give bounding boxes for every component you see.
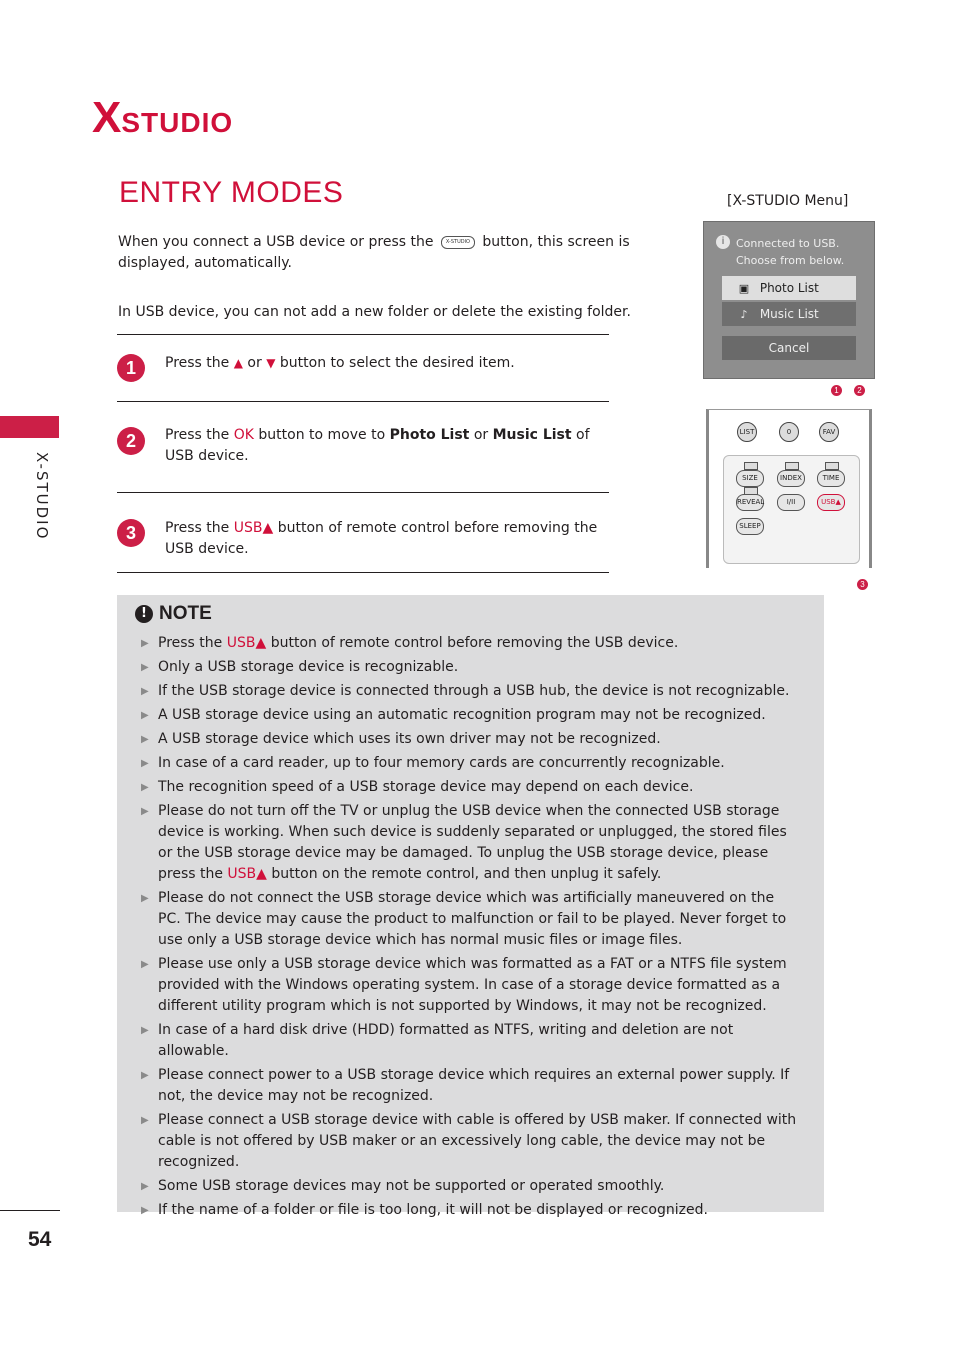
menu-item-photo-list[interactable] xyxy=(722,276,856,300)
remote-index-button[interactable]: INDEX xyxy=(777,470,805,487)
note-item xyxy=(141,681,801,702)
remote-reveal-button[interactable]: REVEAL xyxy=(736,494,764,511)
note-item xyxy=(141,777,801,798)
page-number-divider xyxy=(0,1210,60,1211)
menu-photo-label: Photo List xyxy=(759,281,819,295)
step-1-text xyxy=(165,353,605,374)
page-title: ENTRY MODES xyxy=(119,176,344,209)
step-2-c: of USB device. xyxy=(165,427,590,464)
note-item xyxy=(141,1065,801,1107)
info-icon: i xyxy=(716,235,730,249)
page-number: 54 xyxy=(28,1228,52,1251)
time-mark-icon xyxy=(825,462,839,470)
remote-size-button[interactable]: SIZE xyxy=(736,470,764,487)
section-label: X-STUDIO xyxy=(33,452,51,541)
step-2-text xyxy=(165,425,605,467)
remote-list-button[interactable]: LIST xyxy=(737,422,757,442)
xstudio-button-icon: X-STUDIO xyxy=(441,236,475,249)
step-divider xyxy=(117,492,609,493)
menu-cancel-button[interactable]: Cancel xyxy=(722,336,856,360)
usb-button-label: USB▲ xyxy=(227,866,267,882)
note-item-text: In case of a hard disk drive (HDD) formatted as NTFS, writing and deletion are not allowable. xyxy=(158,1022,734,1059)
note-item-text: If the USB storage device is connected through a USB hub, the device is not recognizable. xyxy=(158,683,790,699)
note-item-text: Please connect power to a USB storage device which requires an external power supply. If not, the device may not be recognized. xyxy=(158,1067,790,1104)
step-1-badge: 1 xyxy=(117,354,145,382)
step-1-or: or xyxy=(247,355,262,371)
menu-caption: [X-STUDIO Menu] xyxy=(727,193,849,209)
step-divider xyxy=(117,334,609,335)
note-item-text: If the name of a folder or file is too long, it will not be displayed or recognized. xyxy=(158,1202,708,1218)
step-3-text xyxy=(165,518,605,560)
step-divider xyxy=(117,401,609,402)
section-tab-marker xyxy=(0,416,59,438)
remote-usb-button[interactable]: USB▲ xyxy=(817,494,845,511)
step-3-b: button of remote control before removing the USB device. xyxy=(165,520,598,557)
logo-x: X xyxy=(92,93,121,142)
note-item xyxy=(141,888,801,951)
note-item xyxy=(141,954,801,1017)
step-2-a: Press the xyxy=(165,427,230,443)
step-3-a: Press the xyxy=(165,520,230,536)
note-item-pre: Please do not turn off the TV or unplug the USB device when the connected USB storage device is working. When such device is suddenly separated or unplugged, the stored files or the USB storage device may be damaged. To unplug the USB storage device, please press the xyxy=(158,803,787,882)
note-item xyxy=(141,1176,801,1197)
menu-info xyxy=(716,235,844,269)
step-2-b: button to move to xyxy=(258,427,386,443)
menu-info-line2: Choose from below. xyxy=(736,254,845,267)
note-item xyxy=(141,1110,801,1173)
step-2-or: or xyxy=(473,427,489,443)
size-mark-icon xyxy=(744,462,758,470)
index-mark-icon xyxy=(785,462,799,470)
music-note-icon: ♪ xyxy=(740,308,748,321)
note-item-text: Please do not connect the USB storage device which was artificially maneuvered on the PC. The device may cause the product to malfunction or fail to be played. Never forget to use only a USB storage device which has normal music files or image files. xyxy=(158,890,787,948)
badge-3: 3 xyxy=(857,579,868,590)
remote-sleep-button[interactable]: SLEEP xyxy=(736,518,764,535)
step-2-music: Music List xyxy=(492,427,572,443)
remote-time-button[interactable]: TIME xyxy=(817,470,845,487)
note-item xyxy=(141,1200,801,1221)
note-item-text: In case of a card reader, up to four memory cards are concurrently recognizable. xyxy=(158,755,725,771)
remote-i-ii-button[interactable]: I/II xyxy=(777,494,805,511)
step-3-badge: 3 xyxy=(117,519,145,547)
warning-icon: ! xyxy=(135,605,153,623)
ok-button-label: OK xyxy=(233,427,254,443)
note-item-text: Some USB storage devices may not be supported or operated smoothly. xyxy=(158,1178,665,1194)
step-1-b: button to select the desired item. xyxy=(279,355,515,371)
step-2-photo: Photo List xyxy=(389,427,470,443)
note-item xyxy=(141,753,801,774)
note-item-text: A USB storage device which uses its own driver may not be recognized. xyxy=(158,731,661,747)
note-item-text: Please use only a USB storage device which was formatted as a FAT or a NTFS file system provided with the Windows operating system. In case of a storage device formatted as a different utility program which is not supported by Windows, it may not be recognized. xyxy=(158,956,787,1014)
logo-studio: STUDIO xyxy=(121,107,234,138)
up-arrow-icon: ▲ xyxy=(233,356,243,370)
note-item xyxy=(141,705,801,726)
note-title: NOTE xyxy=(159,603,212,624)
intro-text-after: button, this screen is displayed, automatically. xyxy=(118,234,630,271)
step-2-badge: 2 xyxy=(117,427,145,455)
menu-info-line1: Connected to USB. xyxy=(736,237,840,250)
remote-fav-button[interactable]: FAV xyxy=(819,422,839,442)
note-item xyxy=(141,801,801,885)
usb-button-label: USB▲ xyxy=(226,635,267,651)
menu-music-label: Music List xyxy=(759,307,819,321)
intro-restriction: In USB device, you can not add a new folder or delete the existing folder. xyxy=(118,304,631,320)
xstudio-logo xyxy=(92,93,234,142)
down-arrow-icon: ▼ xyxy=(266,356,276,370)
step-1-a: Press the xyxy=(165,355,230,371)
intro-paragraph xyxy=(118,232,638,274)
note-item-text: Only a USB storage device is recognizable. xyxy=(158,659,459,675)
note-item-text: A USB storage device using an automatic recognition program may not be recognized. xyxy=(158,707,766,723)
note-header xyxy=(135,603,212,625)
xstudio-menu-screenshot xyxy=(703,221,875,379)
remote-button-panel xyxy=(723,455,860,564)
note-item-text: The recognition speed of a USB storage device may depend on each device. xyxy=(158,779,694,795)
step-divider xyxy=(117,572,609,573)
note-item-pre: Press the xyxy=(158,635,227,651)
menu-item-music-list[interactable] xyxy=(722,302,856,326)
note-item xyxy=(141,729,801,750)
note-item xyxy=(141,657,801,678)
note-box xyxy=(117,595,824,1218)
intro-text-before: When you connect a USB device or press the xyxy=(118,234,434,250)
remote-control-illustration xyxy=(706,409,872,568)
note-list xyxy=(141,633,801,1224)
photo-icon: ▣ xyxy=(738,282,750,295)
note-item-text: button of remote control before removing the USB device. xyxy=(266,635,679,651)
note-item-text: Please connect a USB storage device with cable is offered by USB maker. If connected with cable is not offered by USB maker or an excessively long cable, the device may not be recognized. xyxy=(158,1112,797,1170)
badge-2: 2 xyxy=(854,385,865,396)
note-item xyxy=(141,1020,801,1062)
remote-zero-button[interactable]: 0 xyxy=(779,422,799,442)
badge-1: 1 xyxy=(831,385,842,396)
note-item-text: button on the remote control, and then unplug it safely. xyxy=(266,866,662,882)
note-item xyxy=(141,633,801,654)
usb-button-label: USB▲ xyxy=(233,520,274,536)
